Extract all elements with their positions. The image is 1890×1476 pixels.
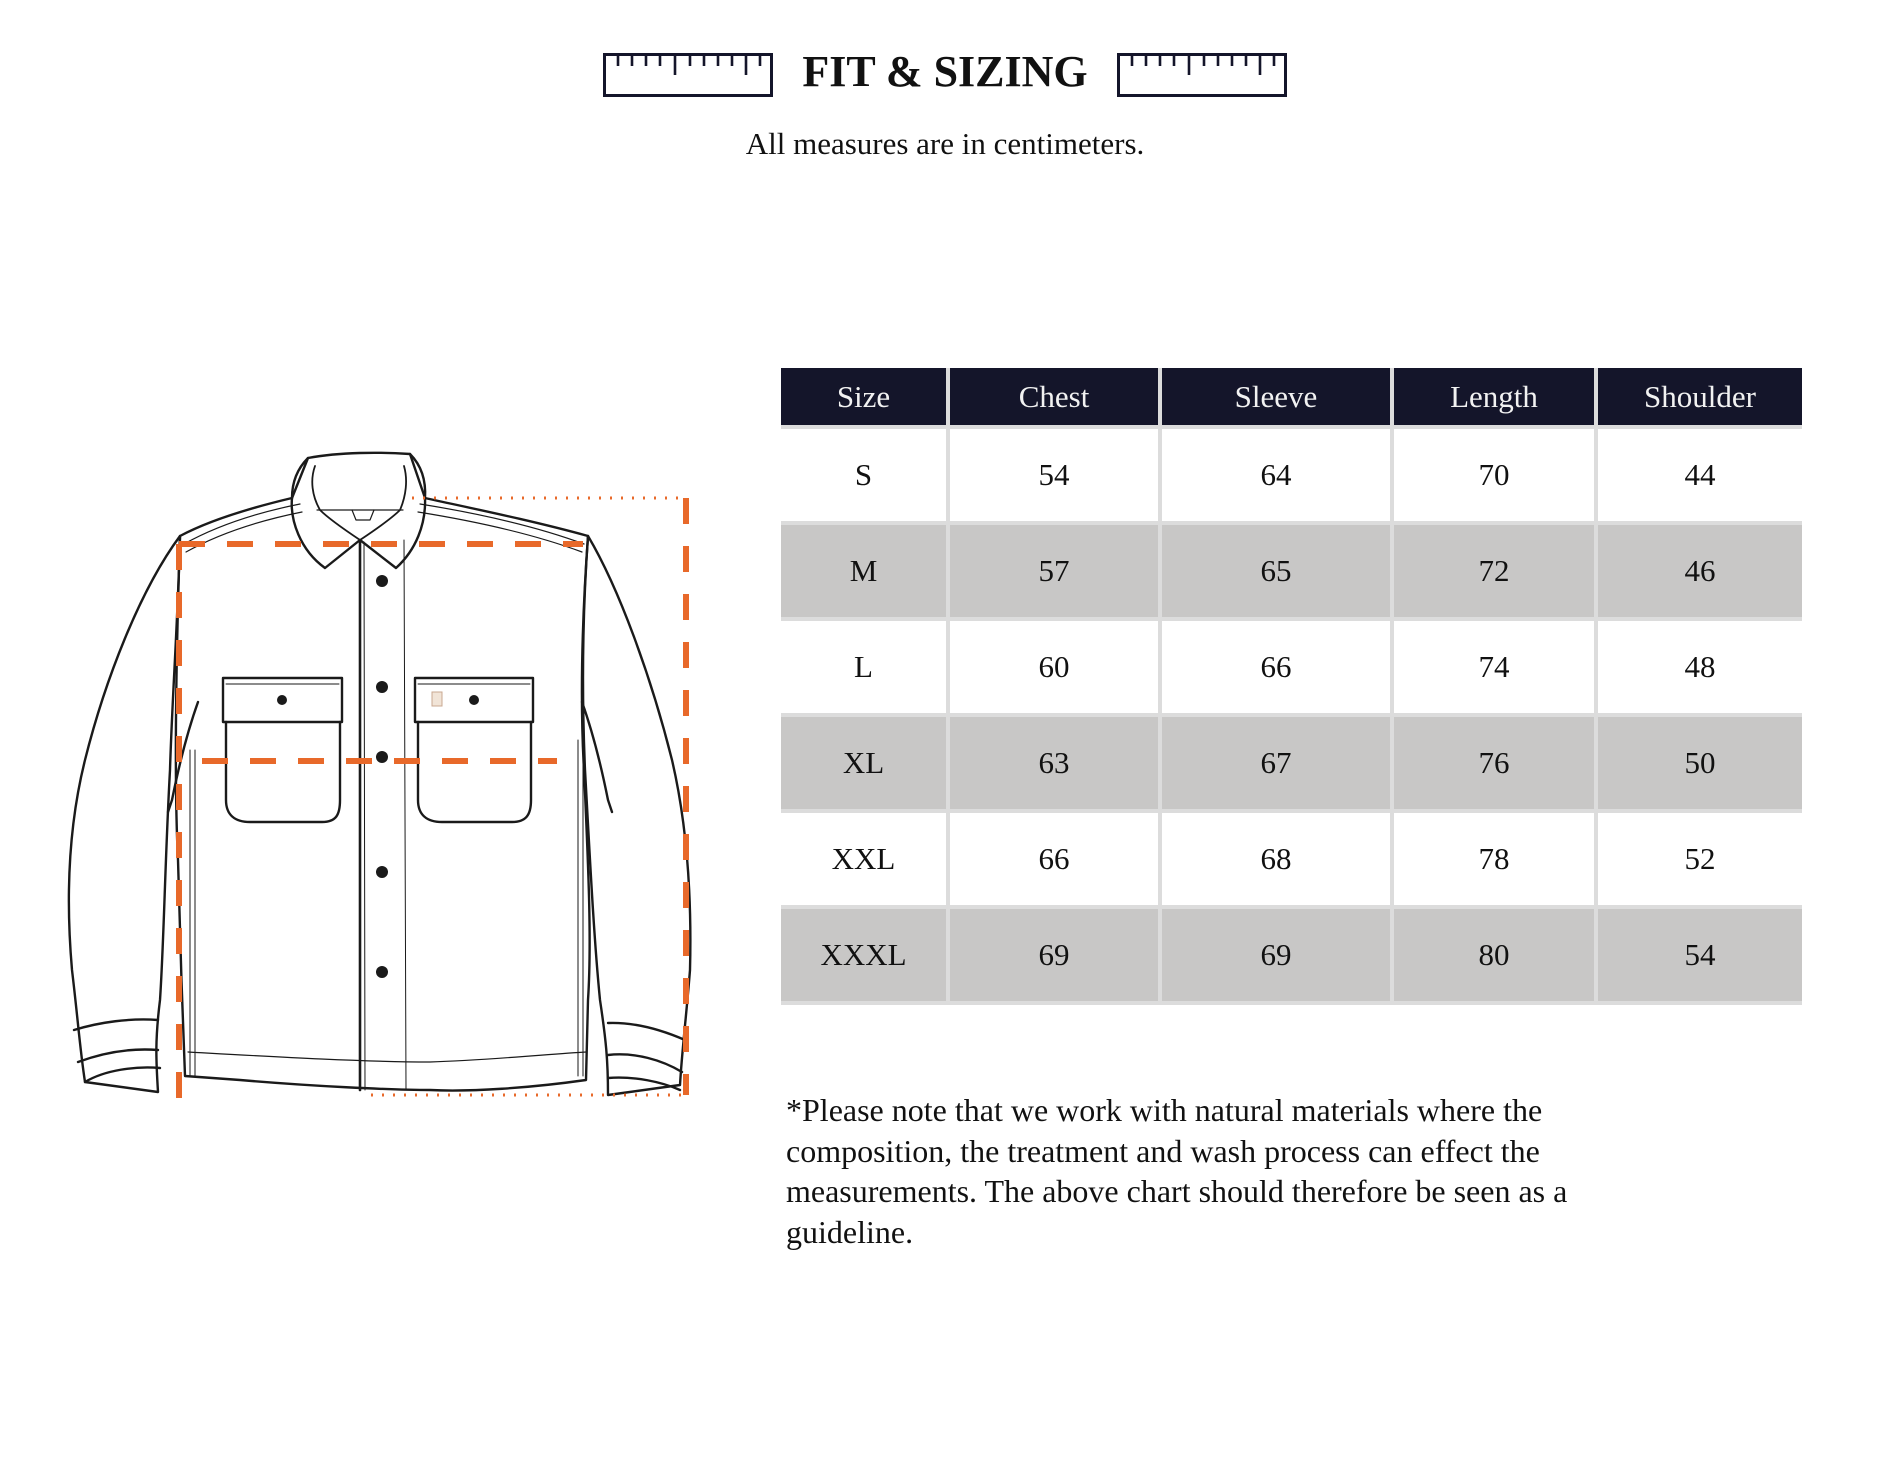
table-row [781,525,1802,621]
measurement-guides [179,498,686,1105]
table-row [781,813,1802,909]
size-cell: S [781,429,950,525]
table-header-row [781,368,1802,429]
length-cell: 72 [1394,525,1598,621]
shoulder-cell: 50 [1598,717,1802,813]
chest-cell: 63 [950,717,1162,813]
chest-cell: 69 [950,909,1162,1005]
sleeve-cell: 67 [1162,717,1394,813]
disclaimer-line: composition, the treatment and wash process can effect the [786,1132,1540,1169]
shoulder-cell: 44 [1598,429,1802,525]
shoulder-cell: 46 [1598,525,1802,621]
column-header-length: Length [1394,368,1598,429]
length-cell: 78 [1394,813,1598,909]
ruler-icon [603,53,773,97]
left-sleeve [69,536,180,1092]
column-header-size: Size [781,368,950,429]
length-cell: 74 [1394,621,1598,717]
page-title: FIT & SIZING [802,47,1088,96]
disclaimer-line: guideline. [786,1213,914,1250]
column-header-shoulder: Shoulder [1598,368,1802,429]
jacket-body [176,453,590,1091]
length-cell: 80 [1394,909,1598,1005]
size-cell: XXXL [781,909,950,1005]
size-cell: L [781,621,950,717]
units-note: All measures are in centimeters. [745,126,1145,161]
disclaimer-line: *Please note that we work with natural materials where the [786,1092,1543,1128]
sleeve-cell: 69 [1162,909,1394,1005]
sleeve-cell: 65 [1162,525,1394,621]
table-row [781,717,1802,813]
jacket-illustration [60,440,710,1130]
ruler-icon [1117,53,1287,97]
chest-cell: 57 [950,525,1162,621]
shoulder-cell: 48 [1598,621,1802,717]
chest-cell: 54 [950,429,1162,525]
length-cell: 76 [1394,717,1598,813]
shoulder-cell: 52 [1598,813,1802,909]
column-header-chest: Chest [950,368,1162,429]
sleeve-cell: 68 [1162,813,1394,909]
size-cell: M [781,525,950,621]
table-row [781,621,1802,717]
size-cell: XL [781,717,950,813]
shoulder-cell: 54 [1598,909,1802,1005]
right-sleeve [583,536,690,1095]
collar [292,498,425,568]
chest-cell: 60 [950,621,1162,717]
column-header-sleeve: Sleeve [1162,368,1394,429]
chest-cell: 66 [950,813,1162,909]
sleeve-cell: 66 [1162,621,1394,717]
disclaimer-note [786,1090,1646,1252]
length-cell: 70 [1394,429,1598,525]
table-row [781,909,1802,1005]
size-cell: XXL [781,813,950,909]
sleeve-cell: 64 [1162,429,1394,525]
size-chart-table [781,368,1802,1005]
button-icons [277,575,479,978]
disclaimer-line: measurements. The above chart should therefore be seen as a [786,1173,1568,1209]
table-row [781,429,1802,525]
